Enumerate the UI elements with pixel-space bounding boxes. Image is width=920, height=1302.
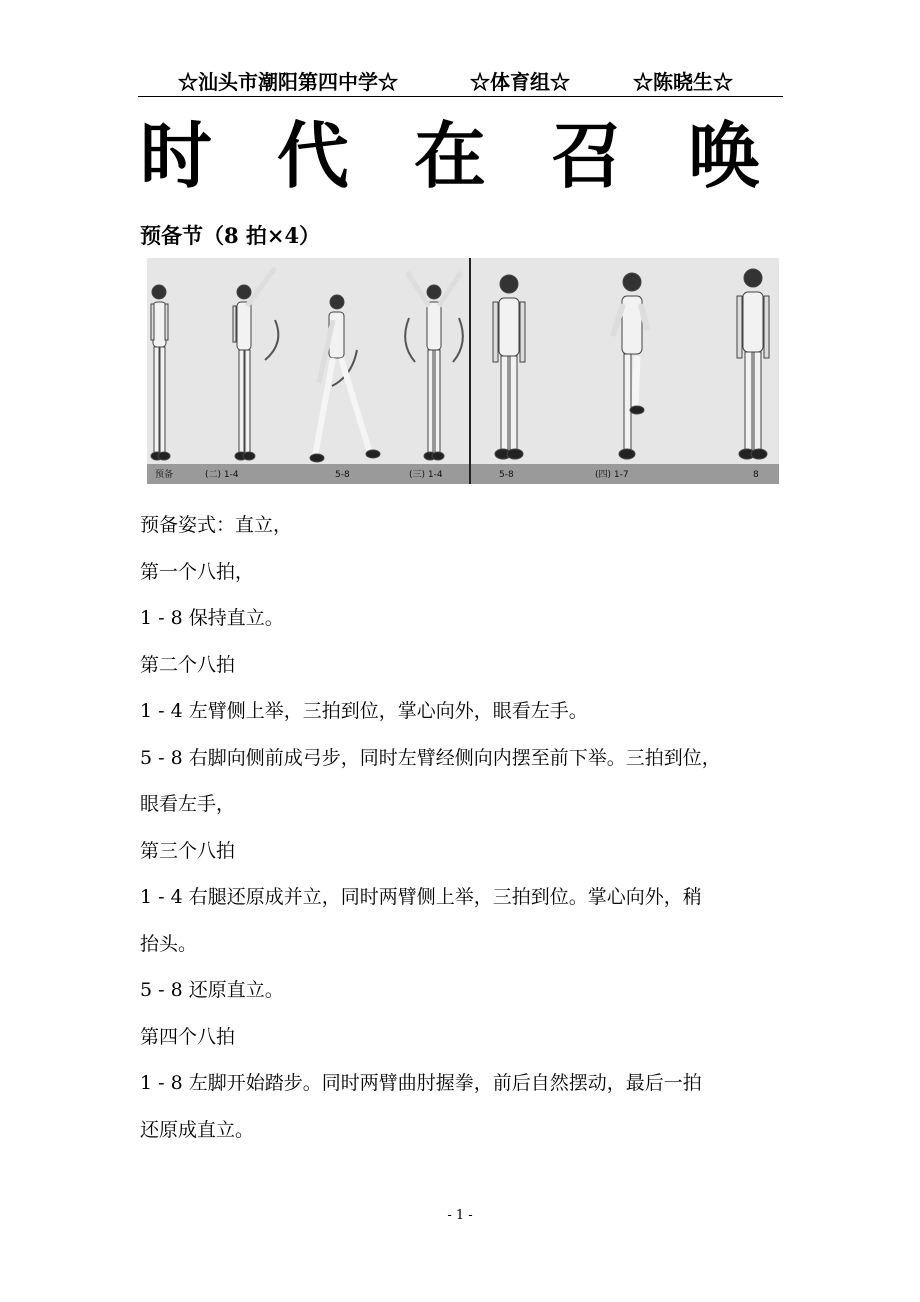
text-line: 还原成直立。 <box>140 1118 255 1141</box>
section-heading: 预备节（8 拍×4） <box>140 223 321 248</box>
text-line: 5 - 8 还原直立。 <box>140 979 284 1001</box>
text-line: 1 - 8 保持直立。 <box>140 607 284 629</box>
header-author: ☆陈晓生☆ <box>633 70 733 94</box>
page-header <box>138 62 783 97</box>
frame-label: 8 <box>753 470 759 480</box>
text-line: 1 - 4 左臂侧上举，三拍到位，掌心向外，眼看左手。 <box>140 700 588 722</box>
body-text <box>140 502 790 1153</box>
text-line: 5 - 8 右脚向侧前成弓步，同时左臂经侧向内摆至前下举。三拍到位， <box>140 746 721 769</box>
illustration-svg <box>147 258 779 484</box>
document-title: 时 代 在 召 唤 <box>139 113 781 198</box>
text-line: 眼看左手， <box>140 793 236 815</box>
header-school: ☆汕头市潮阳第四中学☆ <box>178 70 398 94</box>
frame-label: (二) 1-4 <box>205 470 239 480</box>
exercise-illustration <box>147 258 779 484</box>
frame-label: (四) 1-7 <box>595 470 629 480</box>
header-group: ☆体育组☆ <box>470 70 570 94</box>
frame-label: 5-8 <box>335 470 350 480</box>
text-line: 第二个八拍 <box>140 653 236 676</box>
frame-label: 5-8 <box>499 470 514 480</box>
text-line: 抬头。 <box>140 932 198 955</box>
page-number: - 1 - <box>447 1208 473 1223</box>
text-line: 第三个八拍 <box>140 839 236 862</box>
text-line: 第一个八拍， <box>140 560 255 583</box>
frame-label: 预备 <box>155 470 174 480</box>
frame-label: (三) 1-4 <box>409 470 443 480</box>
text-line: 1 - 8 左脚开始踏步。同时两臂曲肘握拳，前后自然摆动，最后一拍 <box>140 1072 702 1094</box>
text-line: 1 - 4 右腿还原成并立，同时两臂侧上举，三拍到位。掌心向外，稍 <box>140 886 702 908</box>
text-line: 第四个八拍 <box>140 1025 236 1048</box>
text-line: 预备姿式：直立， <box>140 514 293 536</box>
